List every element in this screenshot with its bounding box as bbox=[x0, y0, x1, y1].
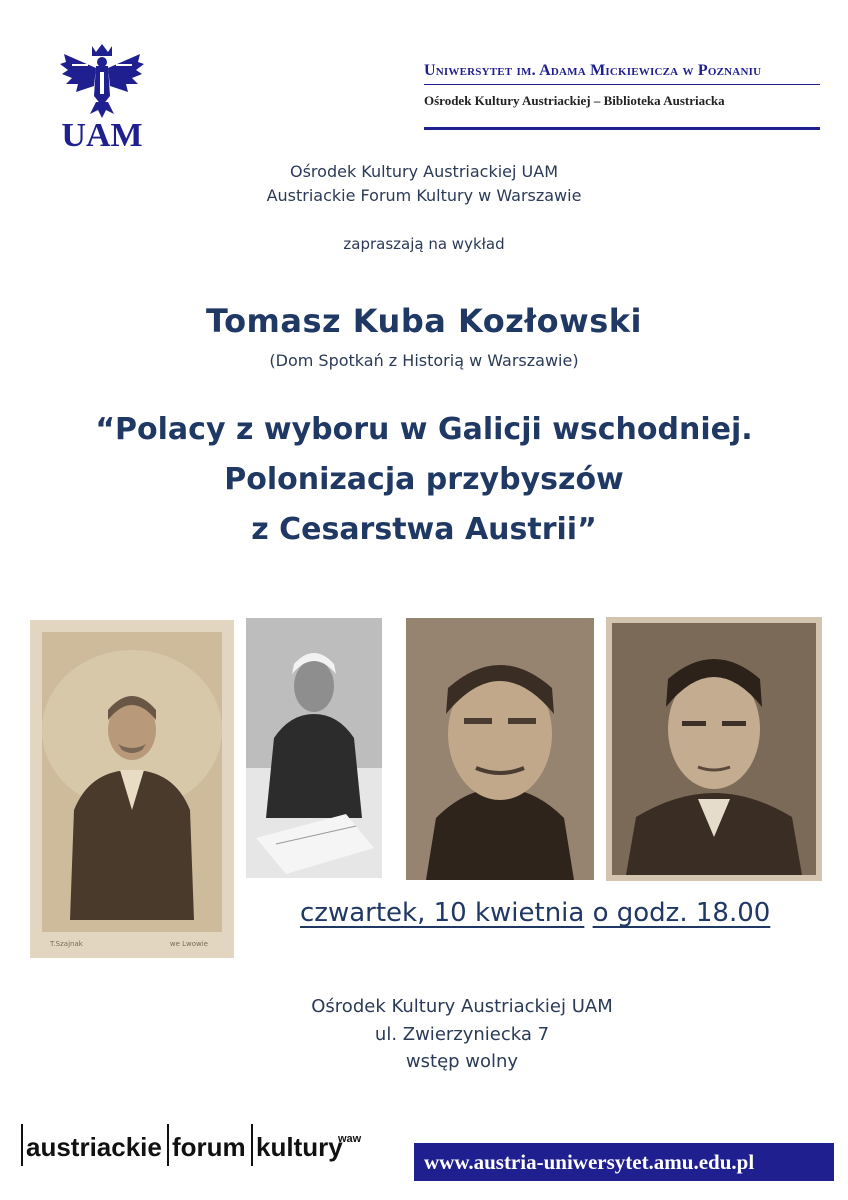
event-date-time bbox=[300, 898, 770, 928]
event-date: czwartek, 10 kwietnia bbox=[300, 898, 585, 928]
austrian-forum-logo bbox=[16, 1122, 376, 1170]
lecture-title-line-3: z Cesarstwa Austrii” bbox=[251, 512, 597, 547]
venue-address: ul. Zwierzyniecka 7 bbox=[374, 1024, 550, 1045]
logo-text: UAM bbox=[61, 117, 143, 152]
lecture-title-line-1: “Polacy z wyboru w Galicji wschodniej. bbox=[95, 412, 753, 447]
forum-word-1: austriackie bbox=[26, 1132, 162, 1162]
uam-logo bbox=[56, 40, 148, 152]
header-divider bbox=[424, 84, 820, 85]
portrait-photo-4 bbox=[606, 617, 822, 881]
forum-word-3: kultury bbox=[256, 1132, 343, 1162]
website-link[interactable]: www.austria-uniwersytet.amu.edu.pl bbox=[424, 1150, 755, 1174]
photo1-caption-right: we Lwowie bbox=[169, 940, 208, 948]
portrait-photo-1 bbox=[30, 620, 234, 958]
organizer-line-1: Ośrodek Kultury Austriackiej UAM bbox=[290, 162, 558, 181]
lecture-title-line-2: Polonizacja przybyszów bbox=[224, 462, 624, 497]
university-name: Uniwersytet im. Adama Mickiewicza w Poznaniu bbox=[424, 62, 762, 79]
department-name: Ośrodek Kultury Austriackiej – Biblioteka Austriacka bbox=[424, 93, 725, 108]
speaker-name: Tomasz Kuba Kozłowski bbox=[205, 302, 643, 340]
portrait-photo-2 bbox=[246, 618, 382, 878]
eagle-icon bbox=[56, 40, 148, 152]
organizer-line-2: Austriackie Forum Kultury w Warszawie bbox=[266, 186, 582, 205]
venue-name: Ośrodek Kultury Austriackiej UAM bbox=[311, 996, 613, 1017]
speaker-affiliation: (Dom Spotkań z Historią w Warszawie) bbox=[269, 351, 579, 370]
portrait-photo-3 bbox=[406, 618, 594, 880]
forum-word-2: forum bbox=[172, 1132, 246, 1162]
header-divider-bold bbox=[424, 127, 820, 130]
event-time: o godz. 18.00 bbox=[592, 898, 771, 928]
admission-note: wstęp wolny bbox=[405, 1051, 519, 1072]
forum-suffix: waw bbox=[338, 1133, 362, 1145]
photo1-caption-left: T.Szajnak bbox=[50, 940, 83, 948]
invite-text: zapraszają na wykład bbox=[343, 235, 505, 253]
